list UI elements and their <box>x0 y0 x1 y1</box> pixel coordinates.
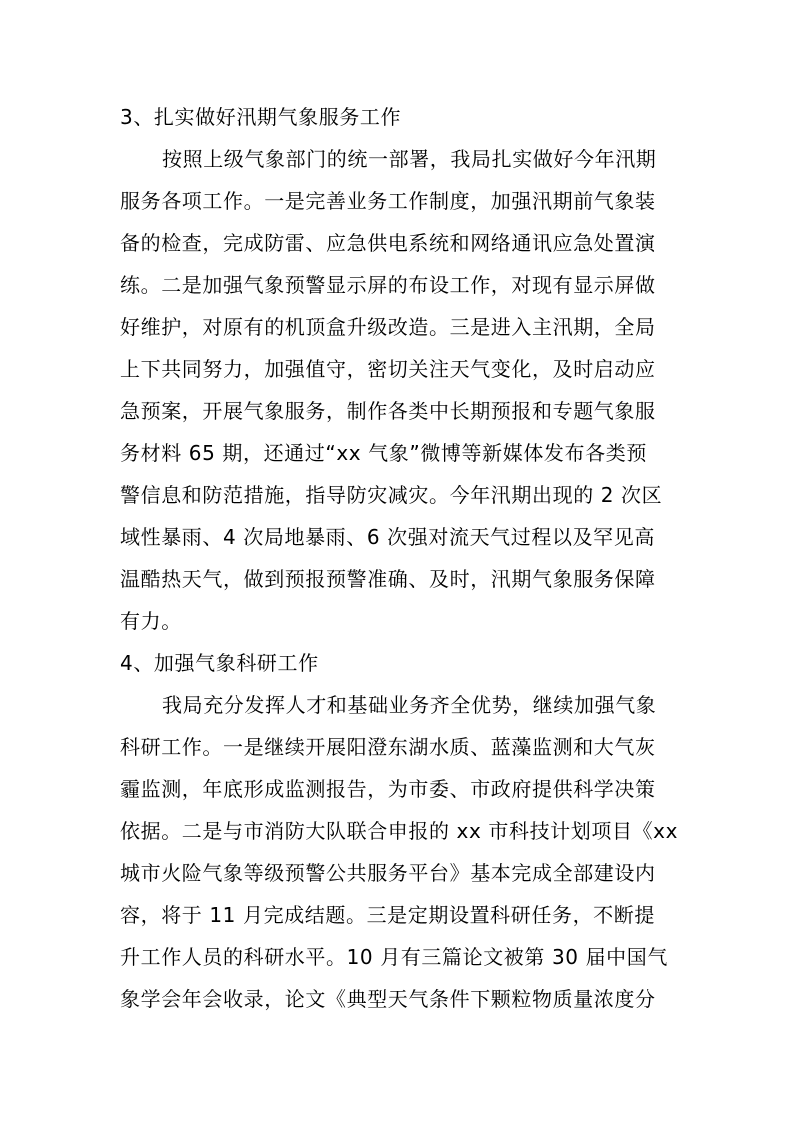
section-3-paragraph-line: 有力。 <box>120 609 182 633</box>
section-4-paragraph-line: 升工作人员的科研水平。10 月有三篇论文被第 30 届中国气 <box>120 945 668 969</box>
section-3-paragraph-line: 上下共同努力，加强值守，密切关注天气变化，及时启动应 <box>120 357 656 381</box>
section-4-paragraph-line: 科研工作。一是继续开展阳澄东湖水质、蓝藻监测和大气灰 <box>120 735 656 759</box>
section-3-paragraph-line: 急预案，开展气象服务，制作各类中长期预报和专题气象服 <box>120 399 656 423</box>
section-4-paragraph-line: 霾监测，年底形成监测报告，为市委、市政府提供科学决策 <box>120 777 656 801</box>
section-3-paragraph-line: 练。二是加强气象预警显示屏的布设工作，对现有显示屏做 <box>120 273 656 297</box>
section-3-paragraph-line: 按照上级气象部门的统一部署，我局扎实做好今年汛期 <box>162 147 657 171</box>
section-3-paragraph-line: 务材料 65 期，还通过“xx 气象”微博等新媒体发布各类预 <box>120 441 647 465</box>
section-3-heading: 3、扎实做好汛期气象服务工作 <box>120 105 402 129</box>
section-3-paragraph-line: 好维护，对原有的机顶盒升级改造。三是进入主汛期，全局 <box>120 315 656 339</box>
section-3-paragraph-line: 域性暴雨、4 次局地暴雨、6 次强对流天气过程以及罕见高 <box>120 525 655 549</box>
section-4-paragraph-line: 容，将于 11 月完成结题。三是定期设置科研任务，不断提 <box>120 903 655 927</box>
section-4-paragraph-line: 依据。二是与市消防大队联合申报的 xx 市科技计划项目《xx <box>120 819 679 843</box>
section-3-paragraph-line: 服务各项工作。一是完善业务工作制度，加强汛期前气象装 <box>120 189 656 213</box>
section-3-paragraph-line: 备的检查，完成防雷、应急供电系统和网络通讯应急处置演 <box>120 231 656 255</box>
section-4-paragraph-line: 象学会年会收录，论文《典型天气条件下颗粒物质量浓度分 <box>120 987 656 1011</box>
section-4-paragraph-line: 我局充分发挥人才和基础业务齐全优势，继续加强气象 <box>162 693 657 717</box>
section-4-heading: 4、加强气象科研工作 <box>120 651 319 675</box>
section-3-paragraph-line: 警信息和防范措施，指导防灾减灾。今年汛期出现的 2 次区 <box>120 483 663 507</box>
section-4-paragraph-line: 城市火险气象等级预警公共服务平台》基本完成全部建设内 <box>120 861 656 885</box>
section-3-paragraph-line: 温酷热天气，做到预报预警准确、及时，汛期气象服务保障 <box>120 567 656 591</box>
